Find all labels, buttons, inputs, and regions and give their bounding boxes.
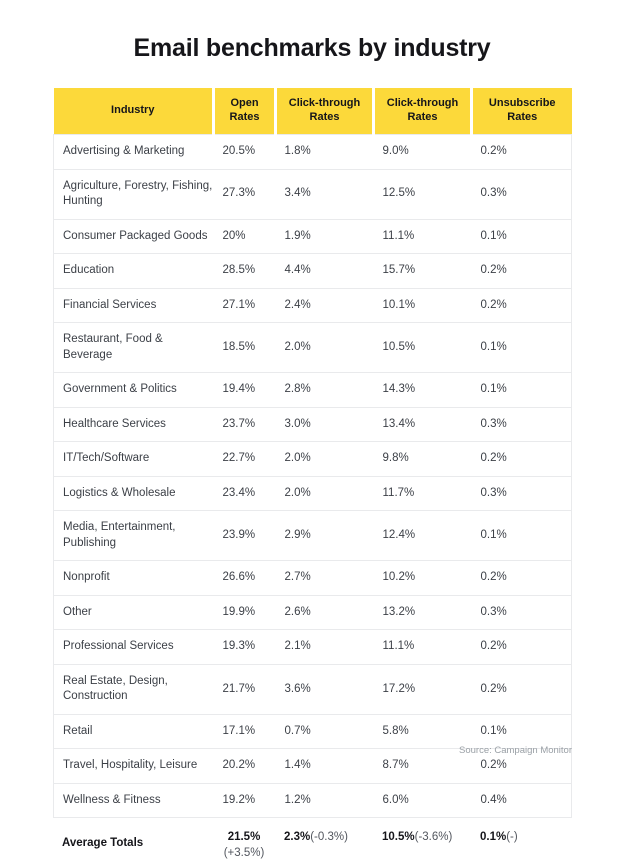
cell-industry: Logistics & Wholesale [54,476,214,511]
cell-click-through-rate-2: 12.4% [374,511,472,561]
cell-click-through-rate-2: 11.7% [374,476,472,511]
cell-click-through-rate-1: 2.6% [276,595,374,630]
cell-unsubscribe-rate: 0.2% [472,561,572,596]
cell-unsubscribe-rate: 0.3% [472,476,572,511]
cell-click-through-rate-1: 2.0% [276,476,374,511]
cell-unsubscribe-rate: 0.2% [472,135,572,170]
cell-click-through-rate-1: 3.6% [276,664,374,714]
totals-open-rates [213,831,275,859]
cell-click-through-rate-1: 1.2% [276,783,374,818]
cell-unsubscribe-rate: 0.1% [472,511,572,561]
table-row [54,561,572,596]
cell-open-rate: 20.5% [214,135,276,170]
cell-click-through-rate-2: 13.4% [374,407,472,442]
cell-click-through-rate-1: 2.8% [276,373,374,408]
cell-industry: Consumer Packaged Goods [54,219,214,254]
cell-click-through-rate-1: 1.8% [276,135,374,170]
cell-unsubscribe-rate: 0.2% [472,749,572,784]
header-row [54,88,572,135]
cell-industry: Professional Services [54,630,214,665]
table-row [54,219,572,254]
totals-unsub-delta: (-) [506,831,518,844]
cell-industry: Wellness & Fitness [54,783,214,818]
cell-open-rate: 20% [214,219,276,254]
table-body [54,135,572,818]
cell-open-rate: 20.2% [214,749,276,784]
cell-unsubscribe-rate: 0.1% [472,714,572,749]
cell-unsubscribe-rate: 0.2% [472,442,572,477]
cell-click-through-rate-2: 10.1% [374,288,472,323]
cell-click-through-rate-1: 2.4% [276,288,374,323]
cell-industry: Government & Politics [54,373,214,408]
cell-unsubscribe-rate: 0.3% [472,595,572,630]
table-row [54,595,572,630]
cell-click-through-rate-2: 13.2% [374,595,472,630]
totals-open-delta: (+3.5%) [223,847,265,859]
cell-click-through-rate-1: 1.9% [276,219,374,254]
cell-industry: Media, Entertainment, Publishing [54,511,214,561]
cell-industry: IT/Tech/Software [54,442,214,477]
cell-click-through-rate-2: 6.0% [374,783,472,818]
cell-click-through-rate-2: 5.8% [374,714,472,749]
cell-unsubscribe-rate: 0.1% [472,373,572,408]
cell-click-through-rate-1: 3.0% [276,407,374,442]
cell-open-rate: 21.7% [214,664,276,714]
column-header-click-through-rates-2: Click-through Rates [374,88,472,135]
cell-open-rate: 19.4% [214,373,276,408]
cell-click-through-rate-1: 2.7% [276,561,374,596]
cell-unsubscribe-rate: 0.2% [472,630,572,665]
cell-open-rate: 18.5% [214,323,276,373]
column-header-click-through-rates-1: Click-through Rates [276,88,374,135]
cell-industry: Healthcare Services [54,407,214,442]
cell-click-through-rate-1: 2.0% [276,323,374,373]
cell-unsubscribe-rate: 0.2% [472,664,572,714]
cell-click-through-rate-2: 11.1% [374,219,472,254]
cell-click-through-rate-1: 4.4% [276,254,374,289]
totals-open-value: 21.5% [227,831,261,844]
table-row [54,288,572,323]
cell-industry: Education [54,254,214,289]
table-row [54,664,572,714]
cell-industry: Real Estate, Design, Construction [54,664,214,714]
cell-open-rate: 19.3% [214,630,276,665]
cell-open-rate: 23.4% [214,476,276,511]
table-row [54,373,572,408]
column-header-unsubscribe-rates: Unsubscribe Rates [472,88,572,135]
table-row [54,714,572,749]
cell-unsubscribe-rate: 0.3% [472,407,572,442]
totals-ctr1-value: 2.3% [284,831,311,844]
table-header [54,88,572,135]
cell-click-through-rate-2: 9.0% [374,135,472,170]
cell-industry: Other [54,595,214,630]
cell-open-rate: 23.9% [214,511,276,561]
cell-industry: Advertising & Marketing [54,135,214,170]
cell-click-through-rate-2: 12.5% [374,169,472,219]
cell-click-through-rate-2: 8.7% [374,749,472,784]
cell-unsubscribe-rate: 0.1% [472,323,572,373]
totals-click-through-2 [373,831,471,843]
totals-unsubscribe [471,831,571,843]
cell-click-through-rate-1: 2.0% [276,442,374,477]
table-row [54,783,572,818]
cell-click-through-rate-1: 1.4% [276,749,374,784]
totals-ctr2-delta: (-3.6%) [414,831,453,844]
table-row [54,511,572,561]
cell-click-through-rate-2: 10.5% [374,323,472,373]
table-row [54,254,572,289]
cell-click-through-rate-2: 10.2% [374,561,472,596]
cell-unsubscribe-rate: 0.2% [472,288,572,323]
cell-click-through-rate-1: 2.9% [276,511,374,561]
table-row [54,323,572,373]
totals-ctr2-value: 10.5% [382,831,415,844]
cell-industry: Agriculture, Forestry, Fishing, Hunting [54,169,214,219]
cell-open-rate: 17.1% [214,714,276,749]
table-row [54,407,572,442]
cell-open-rate: 26.6% [214,561,276,596]
cell-industry: Restaurant, Food & Beverage [54,323,214,373]
benchmarks-table-container [53,63,571,818]
cell-industry: Financial Services [54,288,214,323]
source-attribution: Source: Campaign Monitor [459,745,572,756]
column-header-open-rates: Open Rates [214,88,276,135]
cell-industry: Retail [54,714,214,749]
cell-open-rate: 28.5% [214,254,276,289]
totals-unsub-value: 0.1% [480,831,507,844]
cell-click-through-rate-2: 14.3% [374,373,472,408]
cell-industry: Nonprofit [54,561,214,596]
cell-open-rate: 22.7% [214,442,276,477]
cell-industry: Travel, Hospitality, Leisure [54,749,214,784]
column-header-industry: Industry [54,88,214,135]
totals-click-through-1 [275,831,373,843]
cell-click-through-rate-2: 17.2% [374,664,472,714]
totals-ctr1-delta: (-0.3%) [310,831,348,844]
email-benchmarks-table [53,88,572,818]
cell-unsubscribe-rate: 0.2% [472,254,572,289]
average-totals-row [53,818,571,859]
cell-click-through-rate-2: 9.8% [374,442,472,477]
cell-open-rate: 27.3% [214,169,276,219]
cell-open-rate: 19.9% [214,595,276,630]
totals-label: Average Totals [62,837,144,850]
cell-open-rate: 27.1% [214,288,276,323]
cell-unsubscribe-rate: 0.4% [472,783,572,818]
cell-open-rate: 23.7% [214,407,276,442]
cell-open-rate: 19.2% [214,783,276,818]
cell-unsubscribe-rate: 0.3% [472,169,572,219]
table-row [54,135,572,170]
table-row [54,476,572,511]
cell-click-through-rate-1: 0.7% [276,714,374,749]
table-row [54,442,572,477]
table-row [54,630,572,665]
page-title: Email benchmarks by industry [133,34,491,62]
cell-unsubscribe-rate: 0.1% [472,219,572,254]
cell-click-through-rate-1: 3.4% [276,169,374,219]
cell-click-through-rate-1: 2.1% [276,630,374,665]
cell-click-through-rate-2: 15.7% [374,254,472,289]
cell-click-through-rate-2: 11.1% [374,630,472,665]
table-row [54,169,572,219]
